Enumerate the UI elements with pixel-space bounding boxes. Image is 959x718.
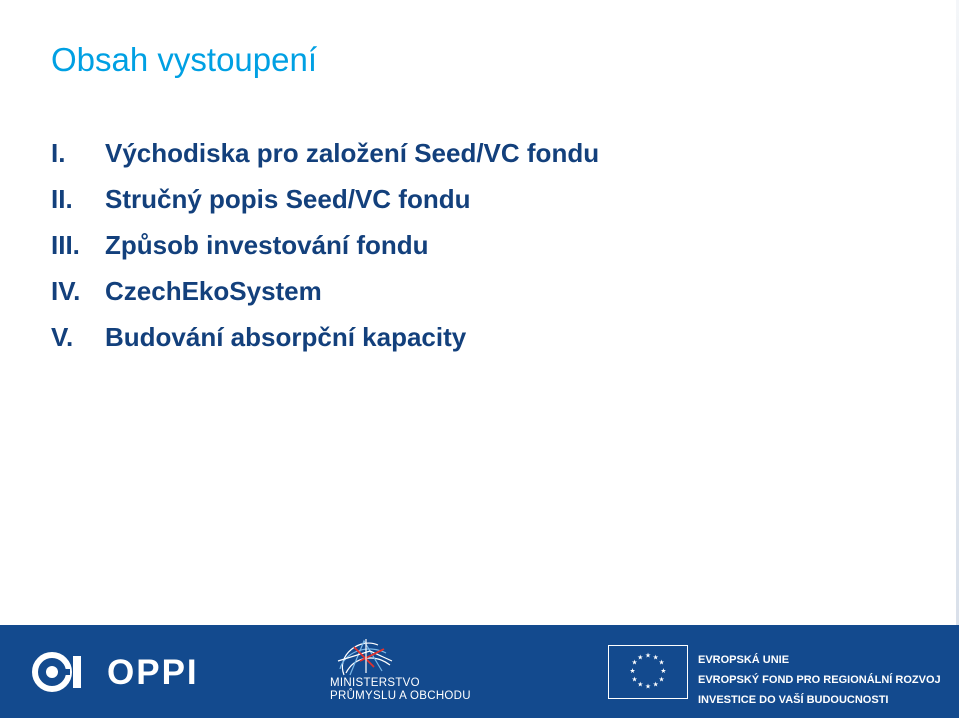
- svg-text:★: ★: [637, 680, 644, 689]
- svg-text:★: ★: [637, 653, 644, 662]
- svg-text:★: ★: [629, 666, 636, 675]
- agenda-item: [51, 222, 599, 268]
- svg-text:★: ★: [631, 658, 638, 667]
- agenda-item: [51, 314, 599, 360]
- mpo-text-line1: MINISTERSTVO: [330, 677, 420, 689]
- agenda-item-number: II.: [51, 184, 73, 214]
- agenda-list: [51, 130, 599, 360]
- agenda-item-number: V.: [51, 322, 74, 352]
- svg-text:★: ★: [644, 682, 652, 691]
- svg-text:★: ★: [644, 651, 652, 660]
- svg-text:★: ★: [652, 653, 659, 662]
- slide-title: Obsah vystoupení: [51, 41, 317, 78]
- eu-flag-icon: [608, 645, 688, 699]
- mpo-text-line2: PRŮMYSLU A OBCHODU: [330, 690, 471, 702]
- oppi-logo-icon: [32, 647, 92, 697]
- eu-text-line3: INVESTICE DO VAŠÍ BUDOUCNOSTI: [698, 694, 889, 706]
- agenda-item-text: CzechEkoSystem: [105, 276, 322, 306]
- agenda-item: [51, 268, 599, 314]
- agenda-item-number: IV.: [51, 276, 81, 306]
- svg-text:★: ★: [652, 680, 659, 689]
- eu-text-line2: EVROPSKÝ FOND PRO REGIONÁLNÍ ROZVOJ: [698, 674, 941, 686]
- eu-logo-text: [698, 650, 941, 710]
- eu-text-line1: EVROPSKÁ UNIE: [698, 654, 790, 666]
- agenda-item: [51, 130, 599, 176]
- oppi-logo-text: OPPI: [107, 653, 199, 692]
- agenda-item-number: III.: [51, 230, 80, 260]
- agenda-item-text: Způsob investování fondu: [105, 230, 429, 260]
- agenda-item-number: I.: [51, 138, 66, 168]
- svg-text:★: ★: [658, 658, 665, 667]
- svg-text:★: ★: [660, 666, 667, 675]
- agenda-item-text: Východiska pro založení Seed/VC fondu: [105, 138, 600, 168]
- mpo-logo-icon: [330, 635, 400, 677]
- footer-logo-bar: [0, 625, 959, 718]
- svg-text:★: ★: [631, 675, 638, 684]
- svg-text:★: ★: [658, 675, 665, 684]
- agenda-item-text: Budování absorpční kapacity: [105, 322, 467, 352]
- mpo-logo-text: [330, 677, 471, 703]
- agenda-item-text: Stručný popis Seed/VC fondu: [105, 184, 471, 214]
- agenda-item: [51, 176, 599, 222]
